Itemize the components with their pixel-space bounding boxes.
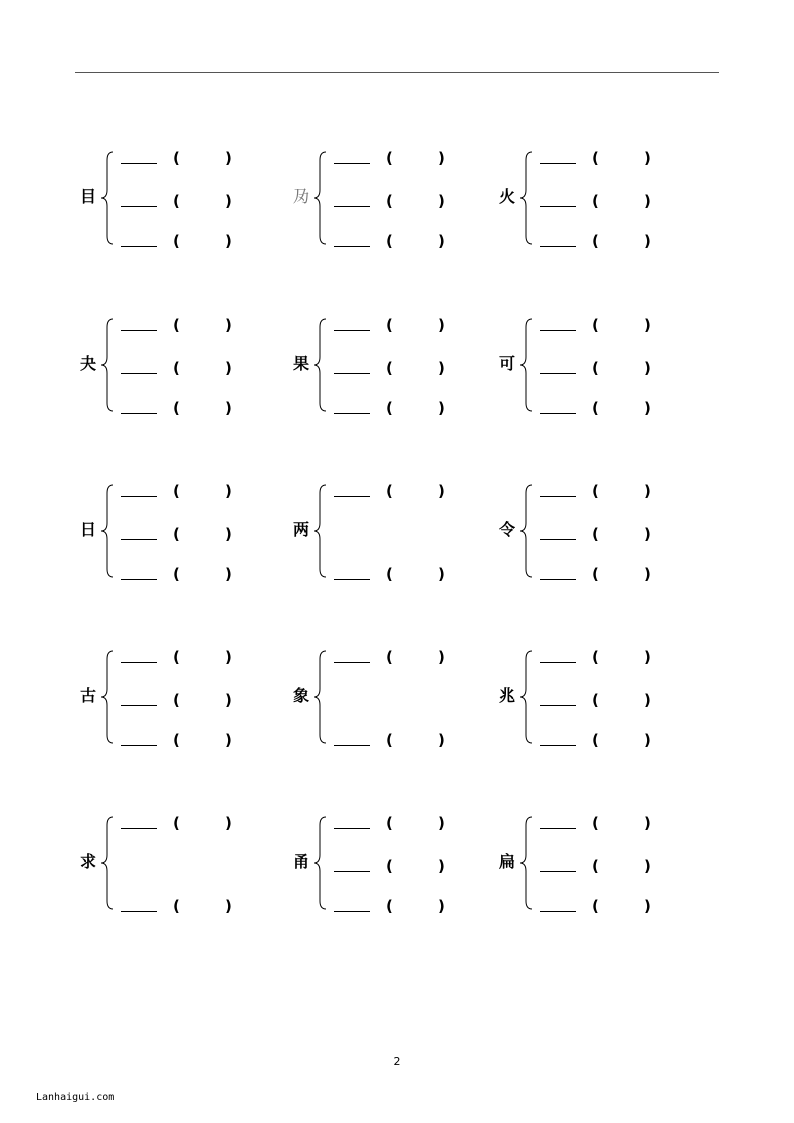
base-character: 象 <box>292 686 309 705</box>
close-paren: ) <box>225 814 232 832</box>
open-paren: ( <box>592 399 599 417</box>
answer-row <box>334 481 484 501</box>
answer-blank[interactable] <box>121 373 157 374</box>
answer-row <box>121 730 271 750</box>
open-paren: ( <box>173 814 180 832</box>
base-character: 日 <box>79 520 96 539</box>
open-paren: ( <box>173 691 180 709</box>
answer-row <box>540 524 690 544</box>
close-paren: ) <box>225 691 232 709</box>
close-paren: ) <box>644 399 651 417</box>
open-paren: ( <box>386 399 393 417</box>
open-paren: ( <box>173 316 180 334</box>
answer-blank[interactable] <box>540 373 576 374</box>
answer-blank[interactable] <box>540 828 576 829</box>
answer-blank[interactable] <box>334 413 370 414</box>
answer-row <box>540 315 690 335</box>
open-paren: ( <box>386 648 393 666</box>
close-paren: ) <box>644 232 651 250</box>
answer-row <box>540 690 690 710</box>
open-paren: ( <box>386 565 393 583</box>
answer-row <box>540 231 690 251</box>
answer-blank[interactable] <box>334 206 370 207</box>
answer-row <box>540 398 690 418</box>
base-character: 果 <box>292 354 309 373</box>
open-paren: ( <box>173 359 180 377</box>
char-group <box>496 481 696 581</box>
close-paren: ) <box>225 316 232 334</box>
open-paren: ( <box>386 857 393 875</box>
answer-row <box>121 315 271 335</box>
answer-row <box>334 813 484 833</box>
close-paren: ) <box>438 897 445 915</box>
base-character: 目 <box>79 187 96 206</box>
open-paren: ( <box>173 731 180 749</box>
open-paren: ( <box>386 359 393 377</box>
char-group <box>77 813 277 913</box>
close-paren: ) <box>225 525 232 543</box>
open-paren: ( <box>592 814 599 832</box>
open-paren: ( <box>173 149 180 167</box>
answer-blank[interactable] <box>540 496 576 497</box>
answer-blank[interactable] <box>334 330 370 331</box>
answer-row <box>334 896 484 916</box>
char-group <box>496 148 696 248</box>
open-paren: ( <box>173 232 180 250</box>
close-paren: ) <box>225 232 232 250</box>
answer-row <box>334 358 484 378</box>
answer-row <box>334 564 484 584</box>
open-paren: ( <box>592 565 599 583</box>
open-paren: ( <box>592 359 599 377</box>
answer-row <box>334 647 484 667</box>
header-rule <box>75 72 719 73</box>
answer-blank[interactable] <box>540 745 576 746</box>
open-paren: ( <box>386 482 393 500</box>
answer-blank[interactable] <box>540 163 576 164</box>
close-paren: ) <box>438 149 445 167</box>
answer-row <box>121 481 271 501</box>
base-character: 夬 <box>79 354 96 373</box>
close-paren: ) <box>438 316 445 334</box>
answer-blank[interactable] <box>540 579 576 580</box>
open-paren: ( <box>592 316 599 334</box>
answer-row <box>540 813 690 833</box>
char-group <box>496 647 696 747</box>
answer-row <box>121 398 271 418</box>
open-paren: ( <box>592 482 599 500</box>
close-paren: ) <box>225 482 232 500</box>
curly-brace-icon <box>312 148 328 248</box>
answer-blank[interactable] <box>540 413 576 414</box>
char-group <box>77 481 277 581</box>
answer-row <box>540 730 690 750</box>
close-paren: ) <box>438 648 445 666</box>
char-group <box>290 813 490 913</box>
close-paren: ) <box>225 565 232 583</box>
answer-row <box>121 690 271 710</box>
open-paren: ( <box>592 897 599 915</box>
open-paren: ( <box>386 232 393 250</box>
answer-row <box>334 730 484 750</box>
close-paren: ) <box>438 857 445 875</box>
open-paren: ( <box>386 731 393 749</box>
char-group <box>77 315 277 415</box>
open-paren: ( <box>386 316 393 334</box>
char-group <box>290 481 490 581</box>
answer-blank[interactable] <box>334 871 370 872</box>
curly-brace-icon <box>312 481 328 581</box>
close-paren: ) <box>438 814 445 832</box>
answer-blank[interactable] <box>334 246 370 247</box>
answer-row <box>334 398 484 418</box>
close-paren: ) <box>225 897 232 915</box>
close-paren: ) <box>225 648 232 666</box>
answer-blank[interactable] <box>334 662 370 663</box>
answer-blank[interactable] <box>121 163 157 164</box>
answer-blank[interactable] <box>540 871 576 872</box>
close-paren: ) <box>644 814 651 832</box>
base-character: 可 <box>498 354 515 373</box>
site-watermark: Lanhaigui.com <box>36 1092 115 1103</box>
answer-blank[interactable] <box>334 745 370 746</box>
answer-row <box>540 647 690 667</box>
open-paren: ( <box>173 525 180 543</box>
open-paren: ( <box>386 814 393 832</box>
char-group <box>290 315 490 415</box>
open-paren: ( <box>386 897 393 915</box>
close-paren: ) <box>644 857 651 875</box>
char-group <box>290 148 490 248</box>
close-paren: ) <box>438 565 445 583</box>
curly-brace-icon <box>312 315 328 415</box>
curly-brace-icon <box>518 315 534 415</box>
char-group <box>496 813 696 913</box>
curly-brace-icon <box>312 647 328 747</box>
answer-row <box>540 358 690 378</box>
base-character: 两 <box>292 520 309 539</box>
answer-blank[interactable] <box>540 246 576 247</box>
answer-blank[interactable] <box>334 373 370 374</box>
char-group <box>496 315 696 415</box>
close-paren: ) <box>225 149 232 167</box>
curly-brace-icon <box>518 481 534 581</box>
answer-row <box>121 524 271 544</box>
answer-row <box>334 148 484 168</box>
close-paren: ) <box>225 359 232 377</box>
open-paren: ( <box>592 857 599 875</box>
answer-blank[interactable] <box>540 662 576 663</box>
close-paren: ) <box>438 399 445 417</box>
open-paren: ( <box>173 399 180 417</box>
open-paren: ( <box>592 648 599 666</box>
close-paren: ) <box>644 359 651 377</box>
answer-row <box>121 896 271 916</box>
base-character: 火 <box>498 187 515 206</box>
answer-row <box>334 315 484 335</box>
answer-blank[interactable] <box>121 662 157 663</box>
base-character: 兆 <box>498 686 515 705</box>
answer-row <box>334 231 484 251</box>
close-paren: ) <box>644 565 651 583</box>
open-paren: ( <box>592 192 599 210</box>
open-paren: ( <box>173 648 180 666</box>
answer-blank[interactable] <box>121 246 157 247</box>
close-paren: ) <box>644 482 651 500</box>
open-paren: ( <box>173 192 180 210</box>
curly-brace-icon <box>518 148 534 248</box>
answer-blank[interactable] <box>121 206 157 207</box>
close-paren: ) <box>225 399 232 417</box>
open-paren: ( <box>173 482 180 500</box>
open-paren: ( <box>592 525 599 543</box>
answer-blank[interactable] <box>334 496 370 497</box>
answer-row <box>540 564 690 584</box>
answer-blank[interactable] <box>540 705 576 706</box>
answer-row <box>121 564 271 584</box>
curly-brace-icon <box>99 647 115 747</box>
base-character: 古 <box>79 686 96 705</box>
open-paren: ( <box>592 691 599 709</box>
close-paren: ) <box>644 731 651 749</box>
close-paren: ) <box>644 648 651 666</box>
answer-row <box>121 358 271 378</box>
close-paren: ) <box>644 691 651 709</box>
close-paren: ) <box>644 897 651 915</box>
answer-blank[interactable] <box>121 911 157 912</box>
curly-brace-icon <box>99 481 115 581</box>
close-paren: ) <box>225 192 232 210</box>
base-character: 求 <box>79 852 96 871</box>
answer-blank[interactable] <box>121 413 157 414</box>
curly-brace-icon <box>312 813 328 913</box>
open-paren: ( <box>592 149 599 167</box>
close-paren: ) <box>644 192 651 210</box>
answer-blank[interactable] <box>540 911 576 912</box>
answer-blank[interactable] <box>121 496 157 497</box>
answer-row <box>121 647 271 667</box>
answer-blank[interactable] <box>334 579 370 580</box>
char-group <box>77 148 277 248</box>
answer-row <box>540 896 690 916</box>
answer-blank[interactable] <box>540 206 576 207</box>
open-paren: ( <box>173 565 180 583</box>
answer-row <box>121 191 271 211</box>
curly-brace-icon <box>518 647 534 747</box>
answer-row <box>540 856 690 876</box>
close-paren: ) <box>438 482 445 500</box>
page-number: 2 <box>393 1055 401 1068</box>
char-group <box>77 647 277 747</box>
curly-brace-icon <box>99 315 115 415</box>
answer-blank[interactable] <box>540 330 576 331</box>
curly-brace-icon <box>518 813 534 913</box>
base-character: 夃 <box>292 187 310 207</box>
answer-blank[interactable] <box>121 539 157 540</box>
curly-brace-icon <box>99 148 115 248</box>
open-paren: ( <box>592 731 599 749</box>
close-paren: ) <box>438 731 445 749</box>
answer-row <box>121 813 271 833</box>
answer-blank[interactable] <box>334 911 370 912</box>
answer-row <box>121 231 271 251</box>
close-paren: ) <box>438 232 445 250</box>
answer-row <box>121 148 271 168</box>
open-paren: ( <box>386 149 393 167</box>
char-group <box>290 647 490 747</box>
answer-blank[interactable] <box>121 705 157 706</box>
base-character: 扁 <box>498 852 515 871</box>
open-paren: ( <box>592 232 599 250</box>
close-paren: ) <box>644 316 651 334</box>
close-paren: ) <box>644 525 651 543</box>
answer-blank[interactable] <box>121 828 157 829</box>
curly-brace-icon <box>99 813 115 913</box>
close-paren: ) <box>438 359 445 377</box>
base-character: 令 <box>498 520 515 539</box>
answer-blank[interactable] <box>540 539 576 540</box>
close-paren: ) <box>644 149 651 167</box>
close-paren: ) <box>225 731 232 749</box>
close-paren: ) <box>438 192 445 210</box>
answer-blank[interactable] <box>121 745 157 746</box>
answer-blank[interactable] <box>121 579 157 580</box>
answer-blank[interactable] <box>334 828 370 829</box>
answer-row <box>540 148 690 168</box>
answer-row <box>334 856 484 876</box>
answer-blank[interactable] <box>121 330 157 331</box>
open-paren: ( <box>173 897 180 915</box>
answer-blank[interactable] <box>334 163 370 164</box>
answer-row <box>540 191 690 211</box>
answer-row <box>334 191 484 211</box>
open-paren: ( <box>386 192 393 210</box>
base-character: 甬 <box>292 852 309 871</box>
answer-row <box>540 481 690 501</box>
